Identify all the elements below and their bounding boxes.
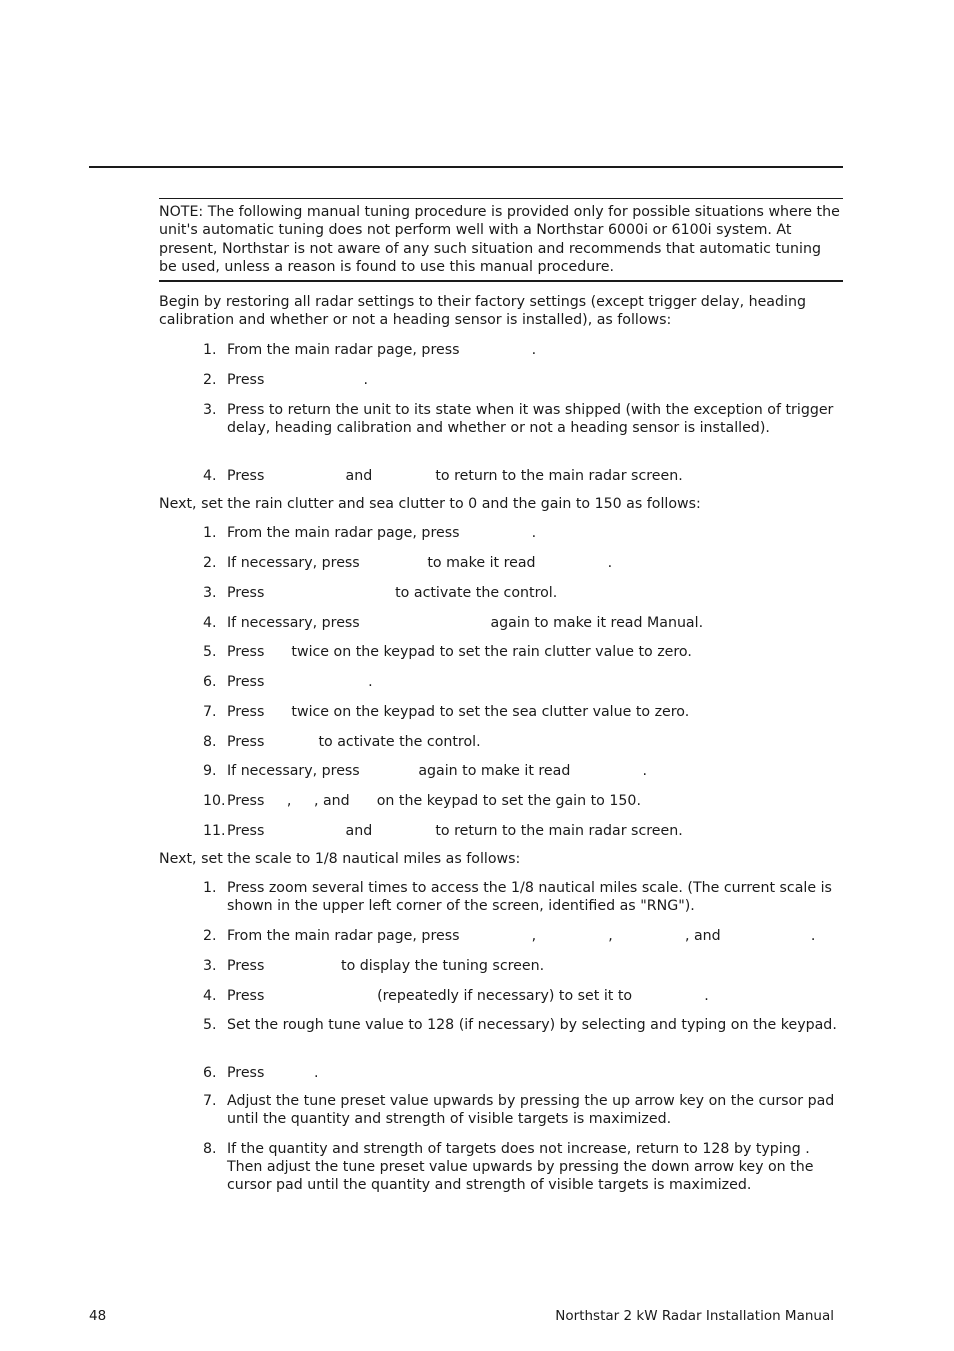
page-number: 48 (89, 1308, 107, 1324)
intro-paragraph: Begin by restoring all radar settings to their factory settings (except trigger delay, heading calibration and whether or not a heading sensor is installed), as follows: (159, 294, 806, 328)
scale-paragraph: Next, set the scale to 1/8 nautical miles as follows: (159, 851, 521, 867)
manual-title: Northstar 2 kW Radar Installation Manual (555, 1308, 834, 1324)
header-rule (89, 166, 843, 168)
clutter-paragraph: Next, set the rain clutter and sea clutter to 0 and the gain to 150 as follows: (159, 496, 701, 512)
note-box: NOTE: The following manual tuning procedure is provided only for possible situations where the unit's automatic tuning does not perform well with a Northstar 6000i or 6100i system. At present, Northstar is not aware of any such situation and recommends that automatic tuning be used, unless a reason is found to use this manual procedure. (159, 198, 843, 282)
